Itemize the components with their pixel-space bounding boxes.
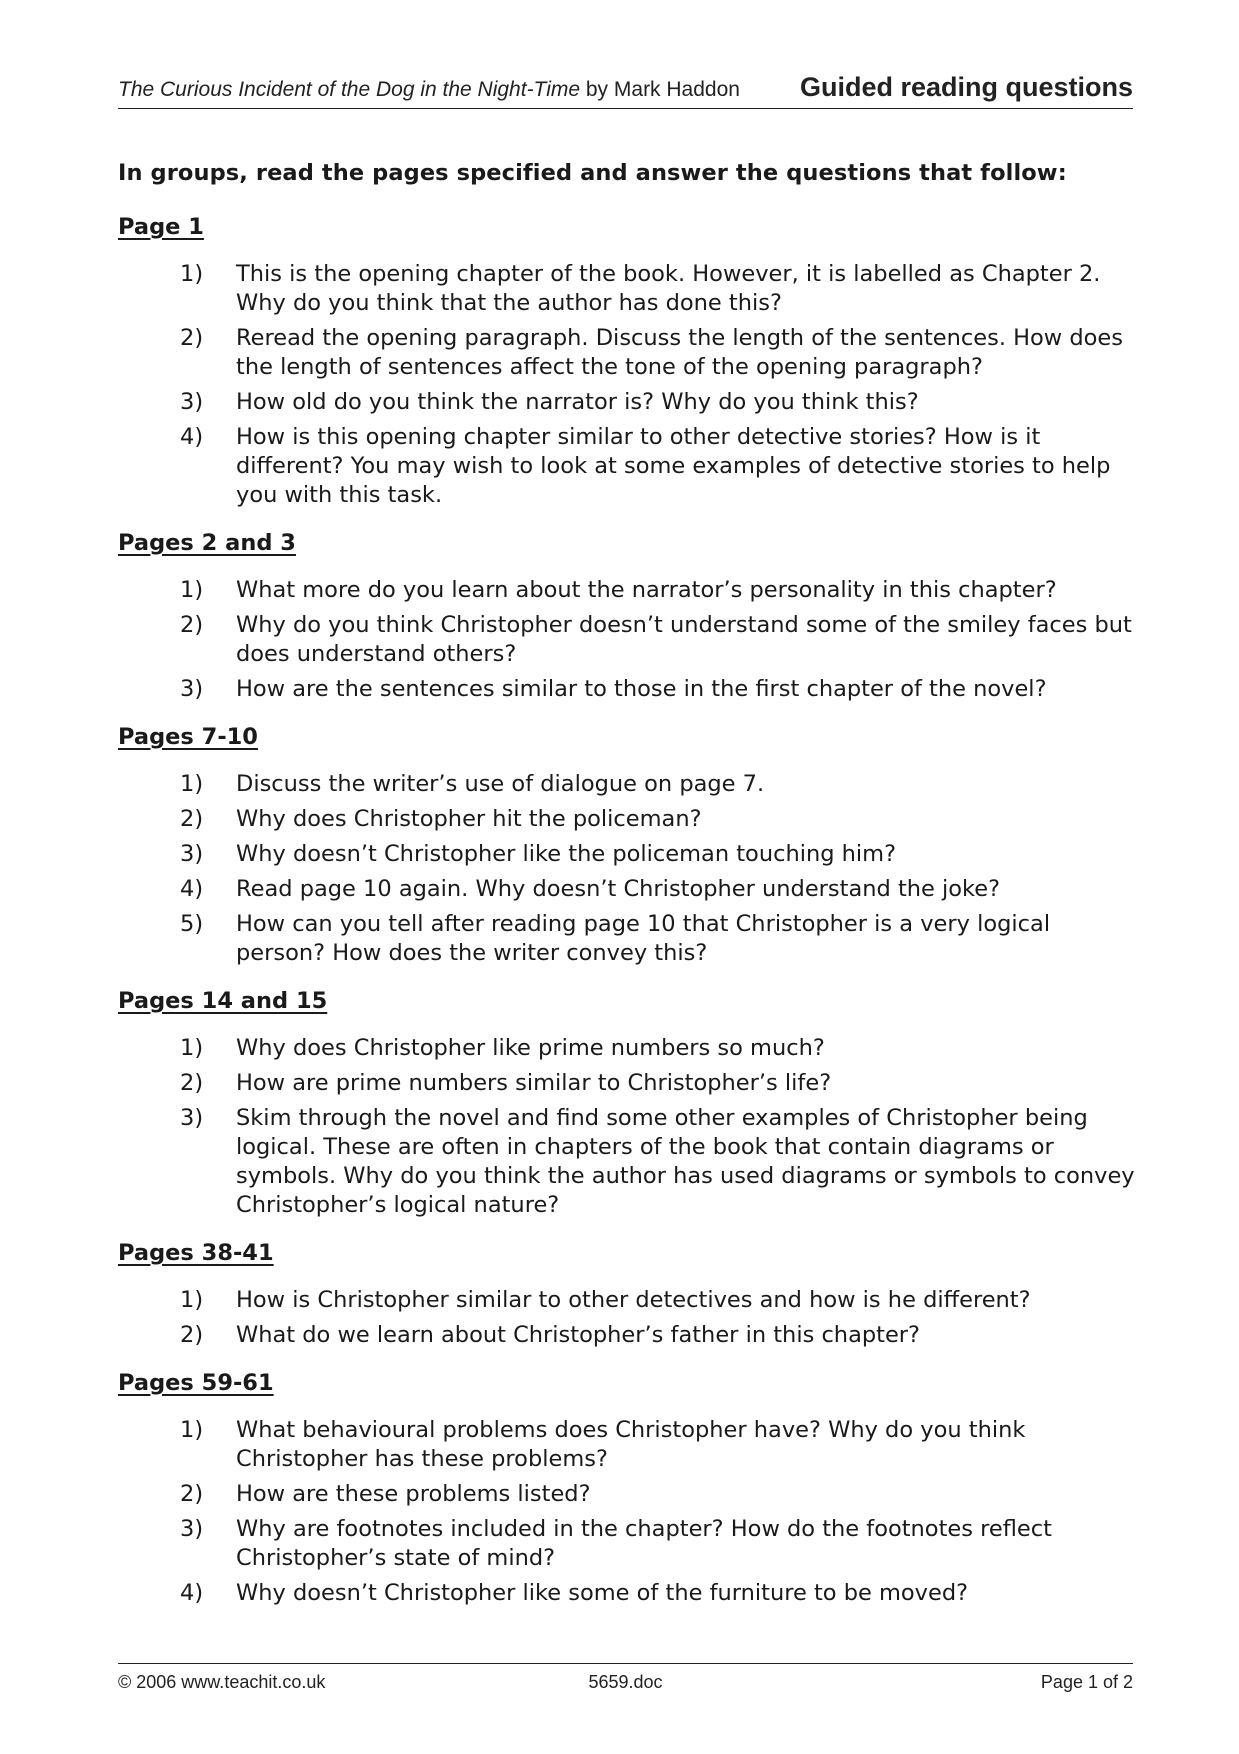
section [118,986,1139,1220]
question-number: 1) [180,1417,204,1443]
question-text: How old do you think the narrator is? Why do you think this? [236,389,919,415]
question-number: 1) [180,771,204,797]
section-title: Pages 38-41 [118,1240,274,1266]
question-text: Why doesn’t Christopher like the policeman touching him? [236,841,897,867]
question-text: Skim through the novel and find some other examples of Christopher being logical. These are often in chapters of the book that contain diagrams or symbols. Why do you think the author has used diagrams or symbols to convey Christopher’s logical nature? [236,1105,1135,1218]
question-item [118,423,1139,510]
question-text: Discuss the writer’s use of dialogue on page 7. [236,771,765,797]
section-title: Pages 14 and 15 [118,988,328,1014]
question-item [118,1579,1139,1608]
question-number: 1) [180,577,204,603]
question-number: 3) [180,841,204,867]
question-item [118,324,1139,382]
question-item [118,675,1139,704]
question-item [118,1480,1139,1509]
file-name: 5659.doc [588,1672,663,1692]
book-title: The Curious Incident of the Dog in the Night-Time [118,78,581,101]
section-title: Pages 59-61 [118,1370,274,1396]
question-text: What more do you learn about the narrator’s personality in this chapter? [236,577,1057,603]
question-number: 4) [180,876,204,902]
question-item [118,805,1139,834]
question-text: This is the opening chapter of the book. However, it is labelled as Chapter 2. Why do you think that the author has done this? [236,261,1101,316]
question-item [118,1286,1139,1315]
instructions: In groups, read the pages specified and answer the questions that follow: [118,160,1067,186]
question-text: Why are footnotes included in the chapter? How do the footnotes reflect Christopher’s state of mind? [236,1516,1052,1571]
question-item [118,388,1139,417]
question-number: 2) [180,1070,204,1096]
question-number: 3) [180,1105,204,1131]
question-item [118,875,1139,904]
document-title: Guided reading questions [799,72,1133,102]
question-number: 4) [180,1580,204,1606]
section [118,1368,1139,1608]
section-title: Pages 2 and 3 [118,530,296,556]
question-text: How can you tell after reading page 10 that Christopher is a very logical person? How does the writer convey this? [236,911,1051,966]
question-number: 5) [180,911,204,937]
question-text: Read page 10 again. Why doesn’t Christopher understand the joke? [236,876,1001,902]
section-title: Pages 7-10 [118,724,258,750]
question-text: What do we learn about Christopher’s father in this chapter? [236,1322,920,1348]
question-text: How is this opening chapter similar to other detective stories? How is it different? You may wish to look at some examples of detective stories to help you with this task. [236,424,1111,508]
section-title: Page 1 [118,214,204,240]
question-item [118,1515,1139,1573]
question-text: Reread the opening paragraph. Discuss the length of the sentences. How does the length of sentences affect the tone of the opening paragraph? [236,325,1123,380]
book-reference [118,78,740,102]
question-text: How is Christopher similar to other detectives and how is he different? [236,1287,1031,1313]
question-sections [118,212,1139,1626]
copyright: © 2006 www.teachit.co.uk [118,1672,326,1692]
question-text: Why do you think Christopher doesn’t understand some of the smiley faces but does understand others? [236,612,1132,667]
question-text: How are these problems listed? [236,1481,591,1507]
page-footer [118,1663,1133,1700]
question-number: 4) [180,424,204,450]
question-item [118,1416,1139,1474]
question-item [118,840,1139,869]
question-number: 2) [180,1481,204,1507]
question-text: Why doesn’t Christopher like some of the furniture to be moved? [236,1580,969,1606]
question-text: Why does Christopher hit the policeman? [236,806,702,832]
question-number: 2) [180,325,204,351]
question-number: 2) [180,1322,204,1348]
section [118,722,1139,968]
question-item [118,576,1139,605]
question-number: 2) [180,806,204,832]
question-item [118,260,1139,318]
question-item [118,1034,1139,1063]
book-author: by Mark Haddon [580,78,740,101]
question-item [118,1104,1139,1220]
question-number: 1) [180,1287,204,1313]
question-text: How are prime numbers similar to Christopher’s life? [236,1070,832,1096]
question-item [118,1321,1139,1350]
question-text: Why does Christopher like prime numbers so much? [236,1035,825,1061]
question-item [118,1069,1139,1098]
section [118,1238,1139,1350]
page-number: Page 1 of 2 [1040,1672,1133,1692]
question-number: 3) [180,389,204,415]
question-item [118,770,1139,799]
question-item [118,910,1139,968]
section [118,528,1139,704]
page-header [118,68,1133,109]
question-item [118,611,1139,669]
section [118,212,1139,510]
question-number: 1) [180,1035,204,1061]
question-number: 3) [180,1516,204,1542]
question-number: 1) [180,261,204,287]
question-text: How are the sentences similar to those in the first chapter of the novel? [236,676,1047,702]
question-text: What behavioural problems does Christopher have? Why do you think Christopher has these problems? [236,1417,1026,1472]
question-number: 3) [180,676,204,702]
question-number: 2) [180,612,204,638]
